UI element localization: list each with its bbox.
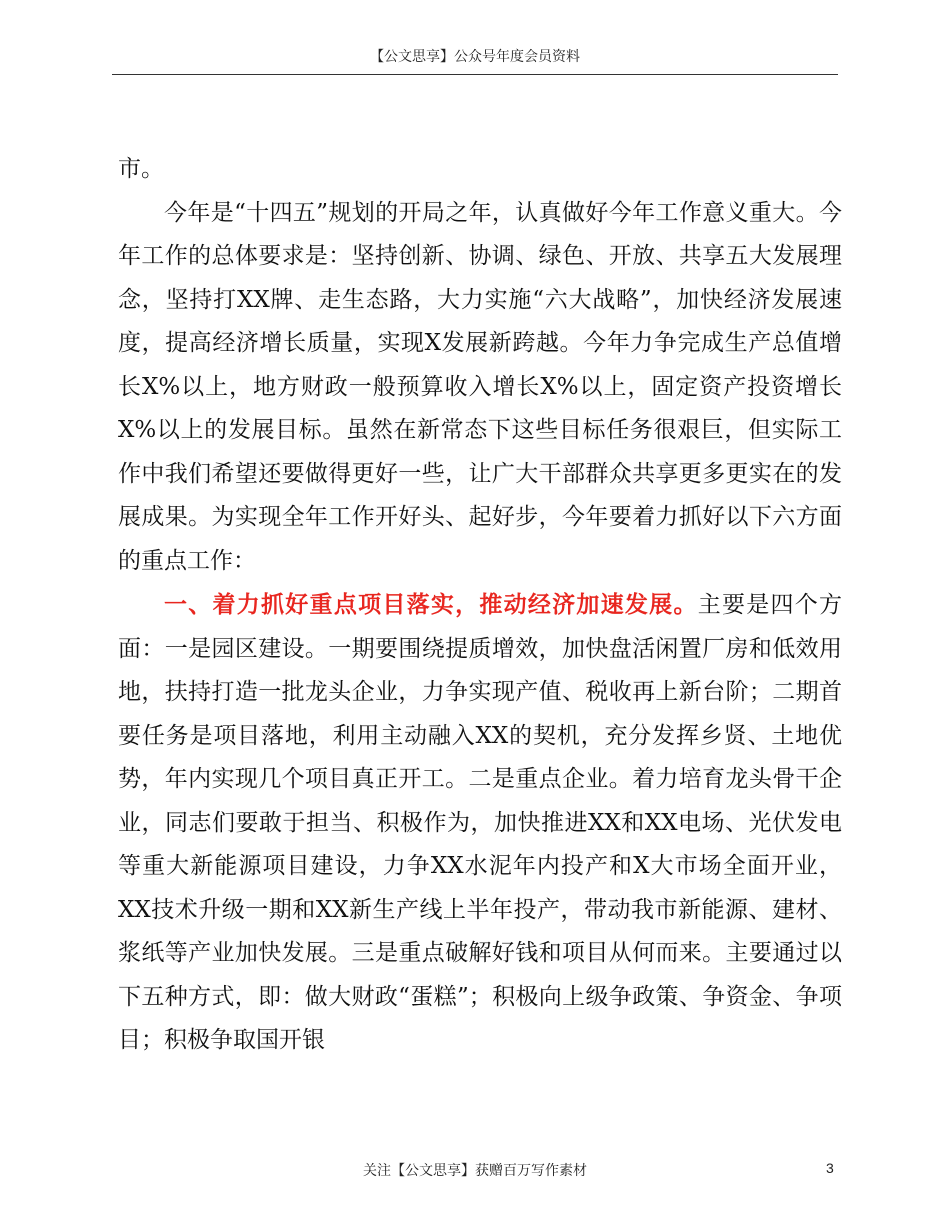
page-header: 【公文思享】公众号年度会员资料 — [370, 49, 580, 65]
paragraph-continuation: 市。 — [118, 156, 164, 182]
section-text: 主要是四个方面：一是园区建设。一期要围绕提质增效，加快盘活闲置厂房和低效用地，扶持打造一批龙头企业，力争实现产值、税收再上新台阶；二期首要任务是项目落地，利用主动融入XX的契机，充分发挥乡贤、土地优势，年内实现几个项目真正开工。二是重点企业。着力培育龙头骨干企业，同志们要敢于担当、积极作为，加快推进XX和XX电场、光伏发电等重大新能源项目建设，力争XX水泥年内投产和X大市场全面开业，XX技术升级一期和XX新生产线上半年投产，带动我市新能源、建材、浆纸等产业加快发展。三是重点破解好钱和项目从何而来。主要通过以下五种方式，即：做大财政“蛋糕”；积极向上级争政策、争资金、争项目；积极争取国开银 — [118, 592, 843, 1053]
page-number: 3 — [826, 1160, 834, 1176]
page-footer: 关注【公文思享】获赠百万写作素材 — [363, 1163, 587, 1179]
paragraph-intro: 今年是“十四五”规划的开局之年，认真做好今年工作意义重大。今年工作的总体要求是：坚持创新、协调、绿色、开放、共享五大发展理念，坚持打XX牌、走生态路，大力实施“六大战略”，加快经济发展速度，提高经济增长质量，实现X发展新跨越。今年力争完成生产总值增长X%以上，地方财政一般预算收入增长X%以上，固定资产投资增长X%以上的发展目标。虽然在新常态下这些目标任务很艰巨，但实际工作中我们希望还要做得更好一些，让广大干部群众共享更多更实在的发展成果。为实现全年工作开好头、起好步，今年要着力抓好以下六方面的重点工作： — [118, 199, 842, 574]
paragraph-section-one — [118, 583, 842, 1063]
section-heading: 一、着力抓好重点项目落实，推动经济加速发展。 — [164, 591, 698, 618]
header-divider — [112, 74, 838, 75]
document-body — [118, 148, 842, 1063]
